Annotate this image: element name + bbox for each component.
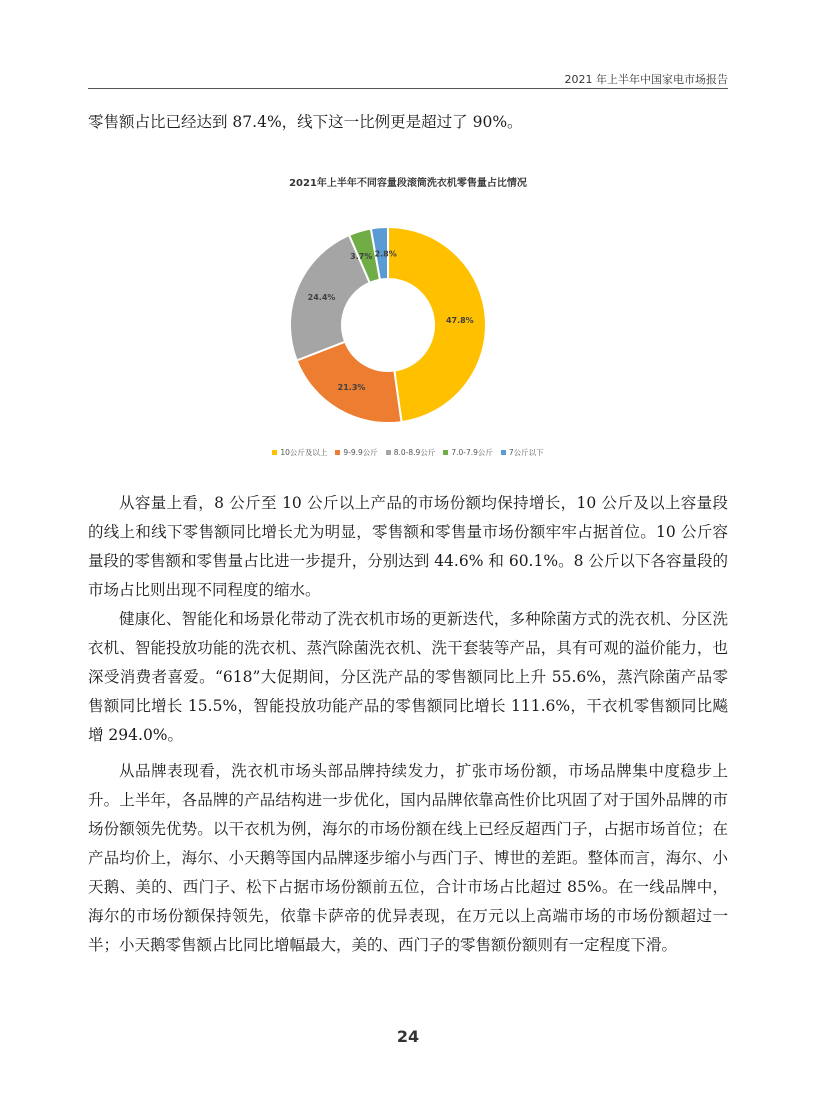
legend-item [386, 447, 436, 458]
legend-swatch [335, 450, 340, 455]
legend-swatch [272, 450, 277, 455]
legend-swatch [501, 450, 506, 455]
paragraph-capacity: 从容量上看，8 公斤至 10 公斤以上产品的市场份额均保持增长，10 公斤及以上容量段的线上和线下零售额同比增长尤为明显，零售额和零售量市场份额牢牢占据首位。10 公斤容量段的零售额和零售量占比进一步提升，分别达到 44.6% 和 60.1%。8 公斤以下各容量段的市场占比则出现不同程度的缩水。 [88, 494, 728, 599]
donut-chart [288, 225, 488, 425]
paragraph-brands: 从品牌表现看，洗衣机市场头部品牌持续发力，扩张市场份额，市场品牌集中度稳步上升。上半年，各品牌的产品结构进一步优化，国内品牌依靠高性价比巩固了对于国外品牌的市场份额领先优势。以干衣机为例，海尔的市场份额在线上已经反超西门子，占据市场首位；在产品均价上，海尔、小天鹅等国内品牌逐步缩小与西门子、博世的差距。整体而言，海尔、小天鹅、美的、西门子、松下占据市场份额前五位，合计市场占比超过 85%。在一线品牌中，海尔的市场份额保持领先，依靠卡萨帝的优异表现，在万元以上高端市场的市场份额超过一半；小天鹅零售额占比同比增幅最大，美的、西门子的零售额份额则有一定程度下滑。 [88, 762, 728, 954]
chart-title: 2021年上半年不同容量段滚筒洗衣机零售量占比情况 [289, 178, 527, 189]
legend-swatch [443, 450, 448, 455]
paragraph-intro: 零售额占比已经达到 87.4%，线下这一比例更是超过了 90%。 [88, 113, 523, 131]
slice-data-label: 47.8% [445, 316, 474, 326]
slice-data-label: 2.8% [374, 249, 397, 259]
legend-label: 7.0-7.9公斤 [451, 448, 493, 457]
slice-data-label: 3.7% [350, 252, 373, 262]
report-header-title: 2021 年上半年中国家电市场报告 [564, 73, 728, 86]
chart-legend [88, 447, 728, 458]
legend-label: 7公斤以下 [508, 448, 544, 457]
slice-data-label: 21.3% [337, 383, 366, 393]
legend-swatch [386, 450, 391, 455]
legend-label: 9-9.9公斤 [343, 448, 378, 457]
legend-item [272, 447, 327, 458]
legend-label: 8.0-8.9公斤 [393, 448, 436, 457]
legend-label: 10公斤及以上 [280, 448, 328, 457]
paragraph-features: 健康化、智能化和场景化带动了洗衣机市场的更新迭代，多种除菌方式的洗衣机、分区洗衣机、智能投放功能的洗衣机、蒸汽除菌洗衣机、洗干套装等产品，具有可观的溢价能力，也深受消费者喜爱。“618”大促期间，分区洗产品的零售额同比上升 55.6%，蒸汽除菌产品零售额同比增长 15.5%，智能投放功能产品的零售额同比增长 111.6%，干衣机零售额同比飚增 294.0%。 [88, 610, 728, 744]
page-number: 24 [396, 1027, 420, 1046]
header-divider [88, 88, 728, 89]
legend-item [335, 447, 377, 458]
slice-data-label: 24.4% [307, 293, 336, 303]
legend-item [501, 447, 544, 458]
legend-item [443, 447, 493, 458]
